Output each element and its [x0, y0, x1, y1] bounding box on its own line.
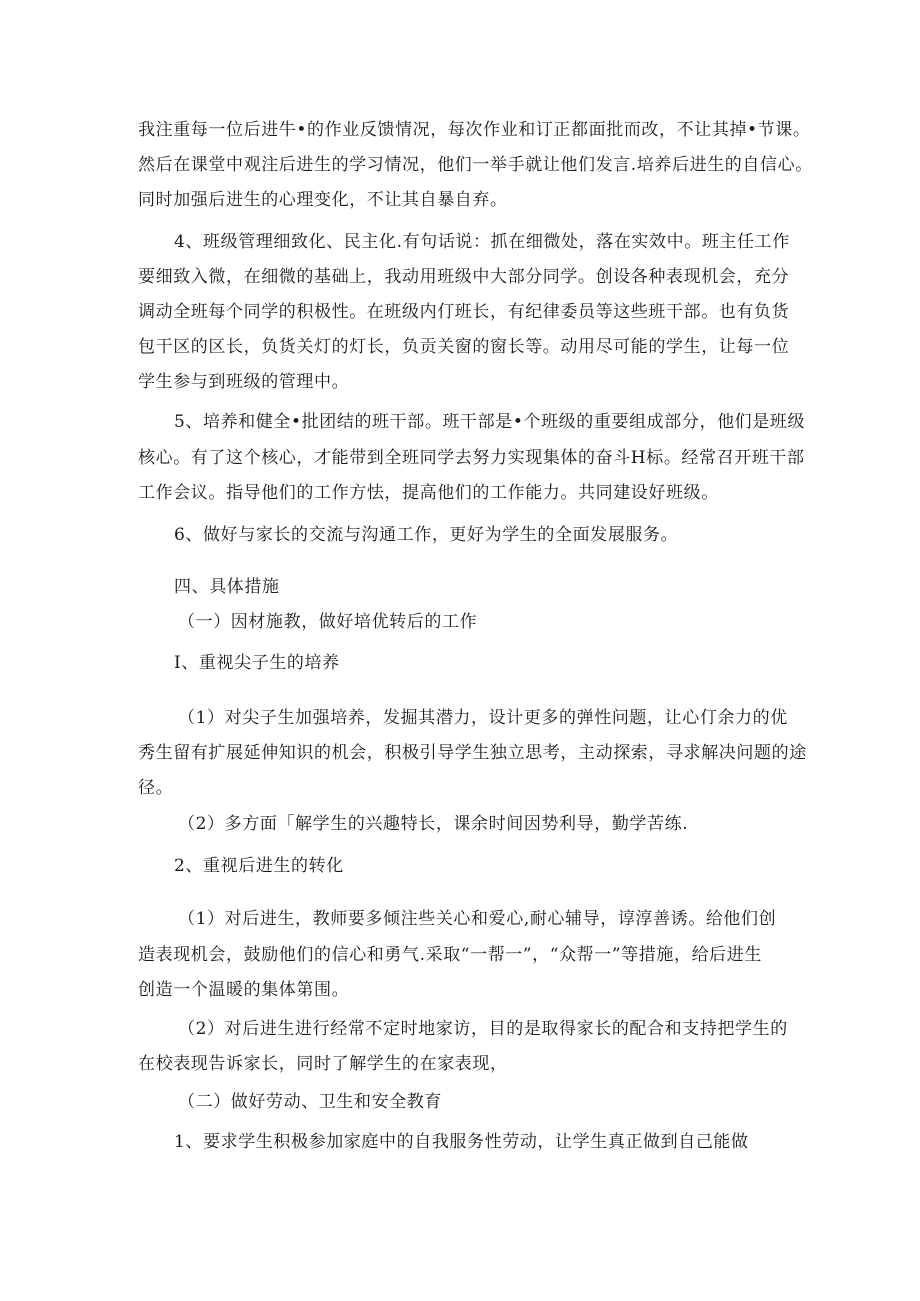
subsection-2-item-1: 1、要求学生积极参加家庭中的自我服务性劳动，让学生真正做到自己能做: [174, 1132, 749, 1152]
paragraph-line-3: 同时加强后进生的心理变化，不让其自暴自弃。: [138, 190, 508, 210]
item-2-2-line-2: 在校表现告诉家长，同时了解学生的在家表现，: [138, 1054, 508, 1074]
item-1-1-line-1: （1）对尖子生加强培养，发掘其潜力，设计更多的弹性问题，让心仃余力的优: [178, 708, 788, 728]
section-5-line-1: 5、培养和健全•批团结的班干部。班干部是•个班级的重要组成部分，他们是班级: [174, 412, 806, 432]
item-2-1-line-2: 造表现机会，鼓励他们的信心和勇气.采取“一帮一”，“众帮一”等措施，给后进生: [138, 945, 762, 965]
paragraph-line-1: 我注重每一位后进牛•的作业反馈情况，每次作业和订正都面批而改，不让其掉•节课。: [138, 120, 811, 140]
item-1-1-line-2: 秀生留有扩展延伸知识的机会，积极引导学生独立思考，主动探索，寻求解决问题的途: [138, 743, 807, 763]
section-4-line-2: 要细致入微，在细微的基础上，我动用班级中大部分同学。创设各种表现机会，充分: [138, 267, 790, 287]
subheading-1: （一）因材施教，做好培优转后的工作: [178, 612, 478, 632]
item-2-1-line-1: （1）对后进生，教师要多倾注些关心和爱心,耐心辅导，谆淳善诱。给他们创: [178, 909, 777, 929]
section-4-line-1: 4、班级管理细致化、民主化.有句话说：抓在细微处，落在实效中。班主任工作: [174, 232, 790, 252]
section-4-line-5: 学生参与到班级的管理中。: [138, 372, 350, 392]
item-2-1-line-3: 创造一个温暖的集体第围。: [138, 980, 350, 1000]
item-1-1-line-3: 径。: [138, 778, 174, 798]
section-4-line-3: 调动全班每个同学的积极性。在班级内仃班长，有纪律委员等这些班干部。也有负货: [138, 302, 790, 322]
section-5-line-2: 核心。有了这个核心，才能带到全班同学去努力实现集体的奋斗H标。经常召开班干部: [138, 448, 805, 468]
heading-specific-measures: 四、具体措施: [174, 577, 280, 597]
subheading-2: （二）做好劳动、卫生和安全教育: [178, 1092, 442, 1112]
section-5-line-3: 工作会议。指导他们的工作方怯，提高他们的工作能力。共同建设好班级。: [138, 483, 719, 503]
item-2-2-line-1: （2）对后进生进行经常不定时地家访，目的是取得家长的配合和支持把学生的: [178, 1019, 788, 1039]
section-4-line-4: 包干区的区长，负货关灯的灯长，负贡关窗的窗长等。动用尽可能的学生，让每一位: [138, 337, 790, 357]
section-6-line: 6、做好与家长的交流与沟通工作，更好为学生的全面发展服务。: [174, 525, 679, 545]
item-2-heading: 2、重视后进生的转化: [174, 856, 344, 876]
item-1-2-line: （2）多方面「解学生的兴趣特长，课余时间因势利导，勤学苦练.: [178, 814, 689, 834]
paragraph-line-2: 然后在课堂中观注后进生的学习情况，他们一举手就让他们发言.培养后进生的自信心。: [138, 155, 813, 175]
item-1-heading: I、重视尖子生的培养: [174, 653, 340, 673]
